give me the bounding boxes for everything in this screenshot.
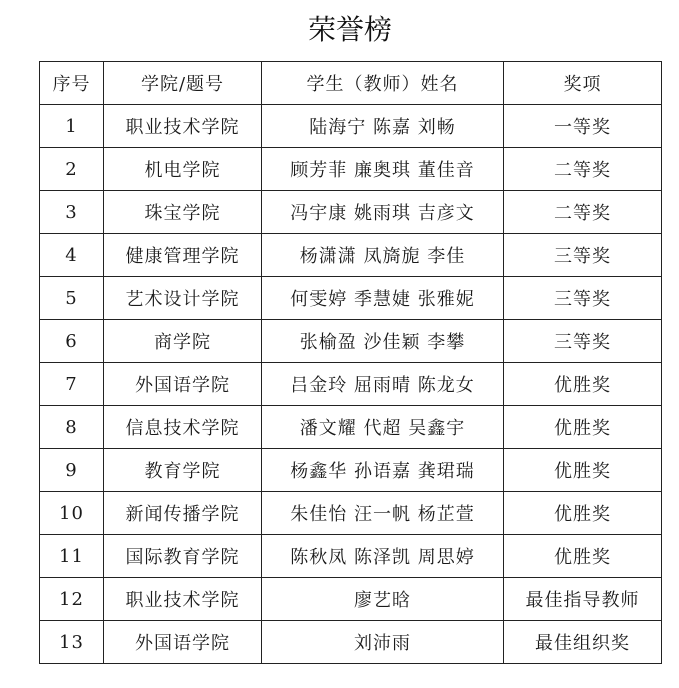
cell-index: 7 [40, 363, 104, 406]
cell-names: 张榆盈 沙佳颖 李攀 [262, 320, 504, 363]
cell-names: 杨鑫华 孙语嘉 龚珺瑞 [262, 449, 504, 492]
cell-award: 优胜奖 [504, 535, 662, 578]
table-row [40, 191, 662, 234]
cell-index: 2 [40, 148, 104, 191]
table-row [40, 105, 662, 148]
cell-index: 13 [40, 621, 104, 664]
cell-index: 3 [40, 191, 104, 234]
table-row [40, 449, 662, 492]
cell-award: 三等奖 [504, 320, 662, 363]
table-row [40, 621, 662, 664]
table-row [40, 535, 662, 578]
table-body [40, 105, 662, 664]
cell-award: 优胜奖 [504, 492, 662, 535]
cell-college: 信息技术学院 [104, 406, 262, 449]
table-row [40, 148, 662, 191]
cell-college: 机电学院 [104, 148, 262, 191]
cell-names: 冯宇康 姚雨琪 吉彦文 [262, 191, 504, 234]
cell-names: 陆海宁 陈嘉 刘畅 [262, 105, 504, 148]
cell-college: 职业技术学院 [104, 105, 262, 148]
cell-names: 潘文耀 代超 吴鑫宇 [262, 406, 504, 449]
cell-award: 最佳组织奖 [504, 621, 662, 664]
cell-college: 健康管理学院 [104, 234, 262, 277]
cell-college: 新闻传播学院 [104, 492, 262, 535]
cell-college: 职业技术学院 [104, 578, 262, 621]
cell-award: 一等奖 [504, 105, 662, 148]
cell-college: 教育学院 [104, 449, 262, 492]
cell-index: 6 [40, 320, 104, 363]
cell-index: 8 [40, 406, 104, 449]
cell-names: 吕金玲 屈雨晴 陈龙女 [262, 363, 504, 406]
table-row [40, 277, 662, 320]
header-award: 奖项 [504, 62, 662, 105]
header-college: 学院/题号 [104, 62, 262, 105]
table-row [40, 363, 662, 406]
cell-index: 10 [40, 492, 104, 535]
cell-index: 1 [40, 105, 104, 148]
cell-award: 优胜奖 [504, 363, 662, 406]
table-row [40, 320, 662, 363]
header-row [40, 62, 662, 105]
cell-award: 三等奖 [504, 277, 662, 320]
cell-names: 朱佳怡 汪一帆 杨芷萱 [262, 492, 504, 535]
cell-college: 艺术设计学院 [104, 277, 262, 320]
header-names: 学生（教师）姓名 [262, 62, 504, 105]
cell-award: 最佳指导教师 [504, 578, 662, 621]
table-row [40, 406, 662, 449]
cell-index: 12 [40, 578, 104, 621]
table-header [40, 62, 662, 105]
table-row [40, 492, 662, 535]
header-index: 序号 [40, 62, 104, 105]
cell-college: 外国语学院 [104, 363, 262, 406]
cell-award: 二等奖 [504, 148, 662, 191]
cell-names: 顾芳菲 廉奥琪 董佳音 [262, 148, 504, 191]
honor-table [39, 61, 662, 664]
cell-index: 9 [40, 449, 104, 492]
cell-college: 国际教育学院 [104, 535, 262, 578]
cell-names: 廖艺晗 [262, 578, 504, 621]
page-title: 荣誉榜 [307, 13, 392, 46]
table-row [40, 234, 662, 277]
cell-names: 杨潇潇 凤旖旎 李佳 [262, 234, 504, 277]
cell-index: 5 [40, 277, 104, 320]
cell-award: 三等奖 [504, 234, 662, 277]
cell-names: 陈秋凤 陈泽凯 周思婷 [262, 535, 504, 578]
table-row [40, 578, 662, 621]
cell-names: 何雯婷 季慧婕 张雅妮 [262, 277, 504, 320]
cell-names: 刘沛雨 [262, 621, 504, 664]
cell-college: 珠宝学院 [104, 191, 262, 234]
cell-college: 外国语学院 [104, 621, 262, 664]
cell-college: 商学院 [104, 320, 262, 363]
cell-award: 优胜奖 [504, 449, 662, 492]
cell-index: 11 [40, 535, 104, 578]
cell-award: 二等奖 [504, 191, 662, 234]
cell-award: 优胜奖 [504, 406, 662, 449]
cell-index: 4 [40, 234, 104, 277]
